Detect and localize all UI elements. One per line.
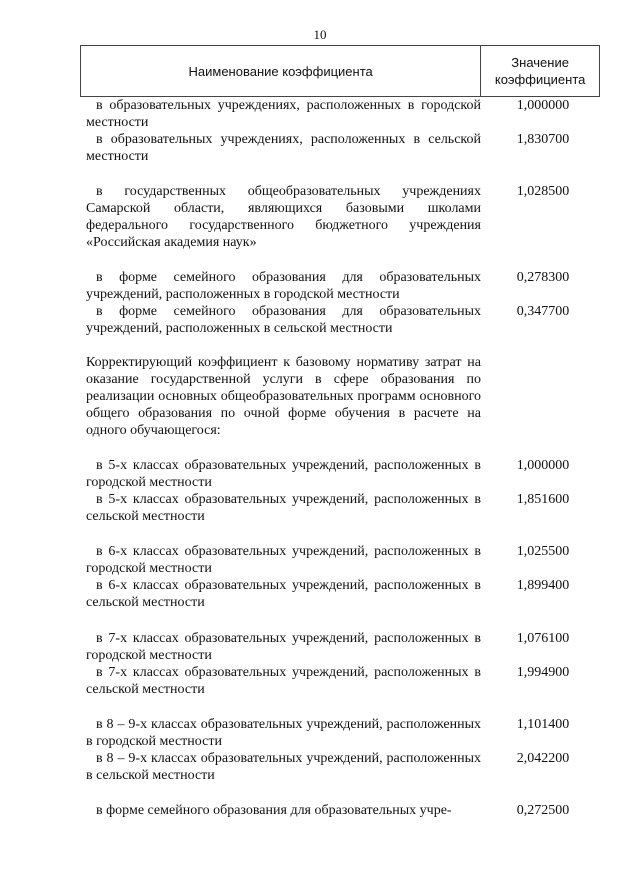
- coefficient-name: в форме семейного образования для образовательных учреждений, расположенных в городской местности: [86, 270, 481, 302]
- coefficient-value: 1,899400: [516, 578, 570, 593]
- coefficient-value: 2,042200: [516, 751, 570, 766]
- coefficient-value: 1,028500: [516, 184, 570, 199]
- coefficient-name: в образовательных учреждениях, расположенных в сельской местности: [86, 132, 481, 164]
- coefficient-name: в 8 – 9-х классах образовательных учреждений, расположенных в сельской местности: [86, 751, 481, 783]
- header-value-column: Значение коэффициента: [481, 46, 600, 97]
- coefficient-name: в 7-х классах образовательных учреждений, расположенных в сельской местности: [86, 665, 481, 697]
- coefficient-name: в 6-х классах образовательных учреждений, расположенных в городской местности: [86, 544, 481, 576]
- table-header: [80, 45, 600, 97]
- header-name-column: Наименование коэффициента: [81, 46, 481, 97]
- coefficient-value: 1,076100: [516, 631, 570, 646]
- coefficient-value: 1,851600: [516, 492, 570, 507]
- coefficient-value: 0,278300: [516, 270, 570, 285]
- coefficient-value: 1,830700: [516, 132, 570, 147]
- coefficient-value: 1,000000: [516, 98, 570, 113]
- coefficient-name: в 8 – 9-х классах образовательных учреждений, расположенных в городской местности: [86, 717, 481, 749]
- coefficient-value: 1,994900: [516, 665, 570, 680]
- coefficient-value: 0,272500: [516, 803, 570, 818]
- coefficient-name: в государственных общеобразовательных учреждениях Самарской области, являющихся базовыми школами федерального государственного бюджетного учреждения «Российская академия наук»: [86, 184, 481, 250]
- coefficient-name: в образовательных учреждениях, расположенных в городской местности: [86, 98, 481, 130]
- coefficient-value: 1,101400: [516, 717, 570, 732]
- coefficient-name: в 6-х классах образовательных учреждений, расположенных в сельской местности: [86, 578, 481, 610]
- coefficient-name: в 7-х классах образовательных учреждений, расположенных в городской местности: [86, 631, 481, 663]
- coefficient-value: 0,347700: [516, 304, 570, 319]
- coefficient-name: в 5-х классах образовательных учреждений, расположенных в сельской местности: [86, 492, 481, 524]
- coefficient-name: в форме семейного образования для образовательных учреждений, расположенных в сельской местности: [86, 304, 481, 336]
- coefficient-value: 1,000000: [516, 458, 570, 473]
- coefficient-value: 1,025500: [516, 544, 570, 559]
- coefficient-name: в форме семейного образования для образовательных учре-: [96, 803, 452, 818]
- coefficient-name: в 5-х классах образовательных учреждений, расположенных в городской местности: [86, 458, 481, 490]
- section-heading-text: Корректирующий коэффициент к базовому нормативу затрат на оказание государственной услуги в сфере образования по реализации основных общеобразовательных программ основного общего образования по очной форме обучения в расчете на одного обучающегося:: [86, 355, 481, 438]
- page-number: 10: [313, 27, 327, 42]
